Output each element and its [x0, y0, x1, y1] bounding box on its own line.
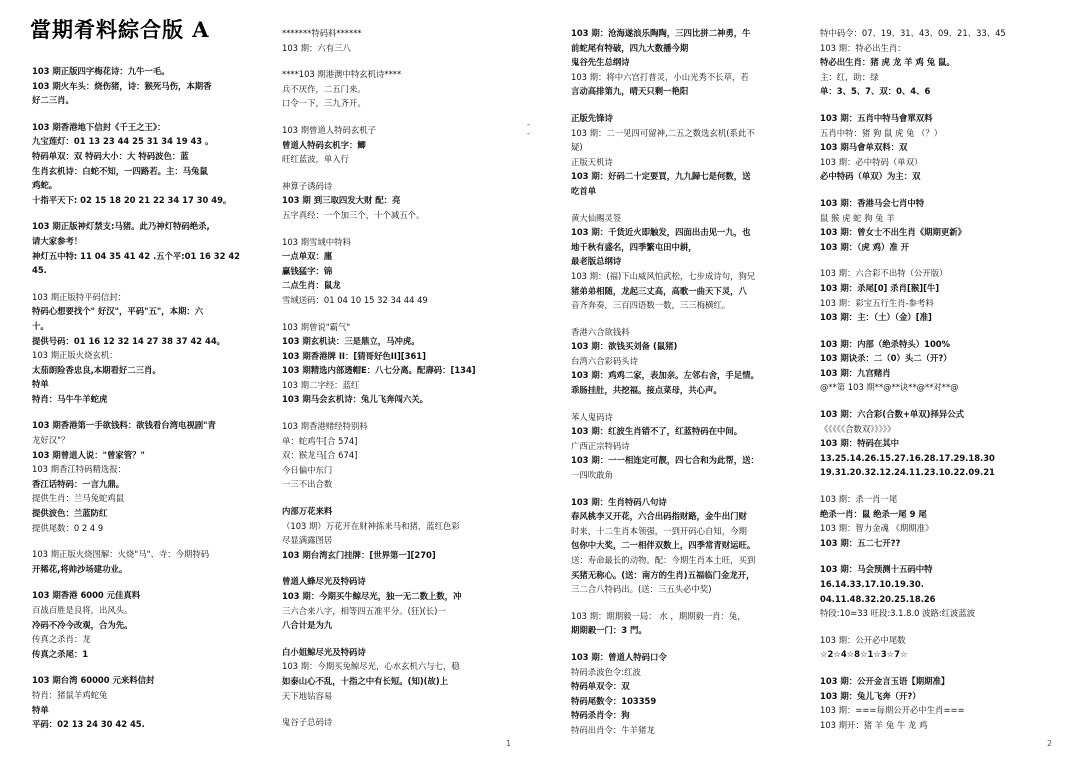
text-line: 103 期：鸡鸡二家，表加亲。左邻右舍，手足情。: [571, 370, 759, 381]
text-line: 苯人鬼码诗: [571, 411, 613, 422]
text-line: 九宝莲灯：01 13 23 44 25 31 34 19 43 。: [32, 136, 214, 147]
text-line: 103 期玄机诀：三是鼎立，马冲虎。: [282, 336, 420, 347]
article-block: [571, 325, 811, 398]
text-line: 八合计是为九: [282, 620, 333, 631]
text-line: 103 期：六合彩不出特（公开版）: [820, 268, 948, 279]
text-line: 103 期香港第一手欲钱料：欲钱看台湾电视剧"青: [32, 420, 216, 431]
text-line: 双：猴龙马[合 674]: [282, 450, 358, 461]
text-line: 曾道人蜂尽光及特码诗: [282, 576, 366, 587]
page-title: 當期肴料綜合版 A: [30, 17, 210, 42]
text-line: 103 期：今期买兔鲸尽光，心水玄机六与七，稳: [282, 661, 460, 672]
text-line: 103 期：二一见四可留神,二五之数选玄机(系此不: [571, 127, 755, 138]
text-line: 103 期曾道人说："曾家管？": [32, 449, 145, 460]
text-line: 103 期曾道人特码玄机子: [282, 124, 377, 135]
text-line: 口令一下，三九齐开。: [282, 98, 366, 109]
text-line: 兵不厌作，二五门来。: [282, 83, 366, 94]
text-line: 103 期：一一相连定可靓，四七合和为此帮，送：: [571, 455, 759, 466]
divider-mark: - -: [527, 120, 530, 138]
text-line: 五字真经：一个加三个，十个减五个。: [282, 209, 425, 220]
text-line: 一四吹敢角: [571, 470, 613, 481]
article-block: [282, 179, 518, 223]
text-line: 太茄朗险香忠良,本期看好二三肖。: [32, 364, 161, 375]
article-block: [282, 574, 518, 632]
text-line: 前蛇尾有特破，四九大数播今期: [571, 42, 689, 53]
article-block: [282, 235, 518, 308]
article-block: [32, 219, 264, 277]
text-line: 龙好汉"？: [32, 435, 70, 446]
text-line: 103 期：红波生肖错不了，红蓝特码在中间。: [571, 426, 743, 437]
text-line: 内部万花来料: [282, 506, 333, 517]
text-line: 鬼谷先生总纲诗: [571, 57, 630, 68]
text-line: 04.11.48.32.20.25.18.26: [820, 593, 936, 604]
article-block: [820, 633, 1055, 662]
text-line: 103 期曾说"霸气": [282, 321, 351, 332]
article-block: [32, 120, 264, 208]
text-line: 单：3、5、7、双：0、4、6: [820, 86, 931, 97]
text-line: 103 期精选内部透帽E：八七分离。配壽码：[134]: [282, 365, 476, 376]
article-block: [820, 562, 1055, 620]
text-line: 绝杀一肖：鼠 绝杀一尾 9 尾: [820, 508, 927, 519]
text-line: 103 期：智力金魂 《期期准》: [820, 523, 934, 534]
text-line: 103 期：内部（绝杀特头）100%: [820, 338, 951, 349]
article-block: [571, 495, 811, 597]
text-line: 103 期：(福)下山威风怕武松，七步成诗句，狗兄: [571, 270, 756, 281]
article-block: [571, 211, 811, 313]
text-line: 冷码不冷今改观，合为先。: [32, 619, 133, 630]
text-line: 103 期：香港马会七肖中特: [820, 197, 925, 208]
text-line: 好二三肖。: [32, 95, 74, 106]
text-line: 白小姐鲸尽光及特码诗: [282, 646, 366, 657]
article-block: [32, 290, 264, 407]
text-line: 传真之杀肖：龙: [32, 634, 91, 645]
text-line: 提供波色：兰蓝防红: [32, 508, 108, 519]
text-line: 103 期雪域中特料: [282, 236, 351, 247]
text-line: 三二合八特码出。(送：三五头必中奖): [571, 584, 712, 595]
text-line: 鼠 猴 虎 蛇 狗 兔 羊: [820, 212, 895, 223]
text-line: 103 期：特码在其中: [820, 438, 900, 449]
article-block: [32, 418, 264, 535]
text-line: 103 期香港牌 II：[猜哥好色II][361]: [282, 350, 426, 361]
text-line: 103 期：将中六宫打普灵，小山光秀不长草，若: [571, 71, 749, 82]
column-2: [282, 26, 518, 742]
text-line: 103 期：杀一肖一尾: [820, 494, 898, 505]
text-line: *******特码料******: [282, 28, 362, 38]
text-line: 103 期诀杀：二（0）头二（开?）: [820, 353, 952, 364]
text-line: 特必出生肖：猪 虎 龙 羊 鸡 兔 鼠。: [820, 57, 955, 68]
text-line: 特肖：猪鼠羊鸡蛇兔: [32, 689, 108, 700]
text-line: 103 期马會单双料：双: [820, 142, 908, 153]
text-line: 买猪无称心。(送：南方的生肖)五福临门金龙开，: [571, 569, 755, 580]
text-line: 特码单双：双 特码大小：大 特码波色：蓝: [32, 150, 189, 161]
text-line: 旺红蓝波，单入行: [282, 154, 349, 165]
text-line: @**第 103 期**@**诀**@**对**@: [820, 382, 959, 393]
text-line: 送：寿命最长的动物。配：今期生肖本土旺，买到: [571, 555, 756, 565]
text-line: 特码单双令：双: [571, 681, 630, 692]
article-block: [820, 196, 1055, 254]
column-4: [820, 26, 1055, 744]
text-line: 传真之杀尾：1: [32, 648, 89, 659]
text-line: 103 期香港赌经特别料: [282, 421, 368, 432]
text-line: 103 期：必中特码（单双）: [820, 156, 923, 167]
text-line: 103 期：期期毅一局： 水 ，期期毅一肖：兔，: [571, 610, 746, 621]
text-line: 103 期正版神灯禁支:马猪。此乃神灯特码绝杀,: [32, 221, 210, 232]
text-line: 103 期台湾玄门挂牌：[世界第一][270]: [282, 549, 436, 560]
text-line: 特码杀肖令：狗: [571, 710, 630, 721]
text-line: 鸡蛇。: [32, 180, 58, 191]
text-line: 103 期香港 6000 元佳真料: [32, 590, 141, 601]
text-line: 广西正宗特码诗: [571, 440, 630, 451]
text-line: 天下地钻容易: [282, 690, 333, 701]
text-line: 《《《《《合数双》》》》》: [820, 423, 896, 434]
column-1: [32, 26, 264, 744]
right-page: [545, 0, 1080, 762]
article-block: [820, 111, 1055, 184]
text-line: 特码杀波色令:红波: [571, 666, 641, 677]
text-line: 103 期：六有三八: [282, 42, 351, 53]
text-line: 103 期：主：（土）（金）[准]: [820, 312, 932, 323]
text-line: 单：蛇鸡牛[合 574]: [282, 435, 358, 446]
text-line: 103 期正版火烧玄机：: [32, 350, 118, 361]
page-number: 1: [506, 739, 512, 748]
article-block: [282, 715, 518, 730]
text-line: 台湾六合彩码头诗: [571, 355, 638, 366]
article-block: [282, 645, 518, 703]
text-line: 言动高排第九，晴天只剩一艳阳: [571, 86, 689, 97]
text-line: 今日偏中东门: [282, 464, 333, 475]
text-line: 103 期 到三取四发大财 配：亮: [282, 195, 401, 206]
article-block: [282, 419, 518, 492]
article-block: [282, 26, 518, 55]
text-line: 103 期香江特码精选报：: [32, 464, 127, 475]
article-block: [32, 64, 264, 108]
article-block: [32, 673, 264, 731]
text-line: 103 期：今期买牛鲸尽光，独一无二数上数，冲: [282, 591, 462, 601]
page-number: 2: [1047, 739, 1053, 748]
text-line: 103 期台湾 60000 元来料信封: [32, 675, 155, 686]
text-line: 开稀花,将帅沙场建功业。: [32, 563, 128, 574]
article-block: [32, 588, 264, 661]
text-line: 提供号码：01 16 12 32 14 27 38 37 42 44。: [32, 335, 226, 346]
text-line: 103 期：千货近火即触发，四面出击见一九，也: [571, 227, 751, 238]
text-line: 三六合来八字，相等四五准平分。(狂)(长)一: [282, 605, 446, 616]
text-line: 103 期：===每期公开必中生肖===: [820, 705, 965, 716]
text-line: 乖肠挂肚，共挖福。接点菜母，共心声。: [571, 385, 722, 396]
text-line: 请大家参考！: [32, 235, 83, 246]
text-line: 雪域送码：01 04 10 15 32 34 44 49: [282, 294, 428, 305]
text-line: 103 期：五二七开??: [820, 537, 901, 548]
article-block: [282, 123, 518, 167]
text-line: 103 期正版火烧图解：火烧"马"、寺：今期特码: [32, 549, 210, 560]
text-line: 十指平天下: 02 15 18 20 21 22 34 17 30 49。: [32, 194, 232, 205]
text-line: 最老版总纲诗: [571, 256, 622, 267]
text-line: 包你中大奖，二一相伴双数上，四季常青财运旺。: [571, 540, 756, 551]
text-line: 疑): [571, 142, 583, 153]
text-line: 特肖：马牛牛羊蛇虎: [32, 393, 108, 404]
text-line: 103 期正版特平码信封：: [32, 291, 127, 302]
text-line: 一三不出合数: [282, 479, 333, 490]
article-block: [571, 26, 811, 99]
article-block: [820, 407, 1055, 480]
text-line: 103 期马会玄机诗：兔儿飞奔闯六关。: [282, 394, 429, 405]
article-block: [820, 492, 1055, 550]
text-line: ****103 期港澳中特玄机诗****: [282, 69, 402, 80]
article-block: [282, 504, 518, 562]
text-line: 103 期香港地下信封《千王之王》：: [32, 121, 166, 132]
article-block: [820, 266, 1055, 324]
text-line: 103 期：欲钱买刘备 (鼠猪): [571, 341, 678, 352]
text-line: 特单: [32, 379, 49, 390]
text-line: 生肖玄机诗：白蛇不知，一四路若。主：马兔鼠: [32, 165, 208, 176]
text-line: ☆2☆4☆8☆1☆3☆7☆: [820, 649, 908, 660]
text-line: 春风桃李又开花，六合出码指财路，金牛出门财: [571, 511, 747, 522]
text-line: 黄大仙赐灵签: [571, 212, 622, 223]
text-line: 正版天机诗: [571, 156, 613, 167]
article-block: [571, 111, 811, 199]
text-line: 二点生肖：鼠龙: [282, 280, 341, 291]
text-line: 赢钱猛字：锦: [282, 265, 333, 276]
text-line: 103 期：生肖特码八句诗: [571, 496, 667, 507]
text-line: 103 期：九宫赌肖: [820, 367, 891, 378]
article-block: [571, 609, 811, 638]
text-line: 103 期：杀尾[0] 杀肖[猴][牛]: [820, 282, 940, 293]
text-line: 103 期：曾道人特码口令: [571, 651, 667, 662]
text-line: 鬼谷子总码诗: [282, 717, 333, 728]
text-line: 103 期：六合彩(合数+单双)择异公式: [820, 409, 964, 420]
text-line: 103 期：公开金言玉语【期期准】: [820, 675, 950, 686]
text-line: 主：红，助：绿: [820, 71, 879, 82]
text-line: 提供生肖：兰马兔蛇鸡鼠: [32, 493, 125, 504]
article-block: [820, 26, 1055, 99]
text-line: 103 期：马会预测十五码中特: [820, 564, 933, 575]
text-line: 神灯五中特: 11 04 35 41 42 .五个平:01 16 32 42: [32, 250, 241, 261]
text-line: 提供尾数：0 2 4 9: [32, 522, 104, 533]
text-line: 猪弟弟相随，龙起三丈高，高歌一曲天下灵，八: [571, 285, 747, 296]
text-line: 如泰山心不乱，十指之中有长短。(知)(故)上: [282, 675, 449, 686]
column-3: [571, 26, 811, 750]
text-line: 特段:10=33 旺段:3.1.8.0 波路:红波蓝波: [820, 608, 976, 619]
text-line: 103 期正版四字梅花诗：九牛一毛。: [32, 66, 170, 76]
text-line: 103 期：（虎 鸡）准 开: [820, 241, 910, 252]
text-line: 103 期开：猪 羊 兔 牛 龙 鸡: [820, 719, 928, 730]
text-line: 尽显满露图居: [282, 535, 333, 546]
text-line: 时来，十二生肖本领强，一到开码心自知，今期: [571, 525, 747, 536]
text-line: 特码出肖令：牛羊猪龙: [571, 724, 655, 735]
article-block: [32, 547, 264, 576]
text-line: 16.14.33.17.10.19.30.: [820, 579, 924, 589]
text-line: 103 期：沧海遂浪乐陶陶，三四比拼二神勇，牛: [571, 28, 751, 38]
text-line: 音齐奔奏，三百四语数一数，三三梅横红。: [571, 300, 731, 311]
article-block: [820, 337, 1055, 395]
text-line: 吃首单: [571, 185, 597, 196]
text-line: 正版先锋诗: [571, 112, 613, 123]
text-line: 平码：02 13 24 30 42 45.: [32, 719, 145, 730]
text-line: 103 期火车头：烧伤猪，诗：猴死马伤，本期香: [32, 80, 212, 91]
text-line: 103 期：兔儿飞奔（开?）: [820, 690, 921, 701]
text-line: 19.31.20.32.12.24.11.23.10.22.09.21: [820, 467, 995, 478]
text-line: 香江话特码：一言九鼎。: [32, 478, 125, 489]
text-line: （103 期）万花开在财神拣来马和猪，蓝红色彩: [282, 520, 460, 531]
text-line: 103 期：特必出生肖：: [820, 42, 906, 53]
article-block: [282, 67, 518, 111]
text-line: 神算子诱码诗: [282, 180, 333, 191]
text-line: 曾道人特码玄机字：鲫: [282, 139, 366, 150]
text-line: 103 期：公开必中尾数: [820, 634, 906, 645]
text-line: 13.25.14.26.15.27.16.28.17.29.18.30: [820, 452, 995, 463]
article-block: [282, 320, 518, 408]
text-line: 103 期二字经：蓝红: [282, 379, 360, 390]
article-block: [571, 650, 811, 738]
text-line: 百战百胜是良将，出风头。: [32, 605, 133, 615]
text-line: 103 期：好码二十定要買，九九歸七是何数，送: [571, 171, 751, 182]
text-line: 必中特码（单双）为主：双: [820, 171, 921, 182]
text-line: 地千秋有盛名，四季繁屯田中耕，: [571, 241, 697, 252]
text-line: 特码尾数令：103359: [571, 695, 657, 706]
text-line: 103 期：曾女士不出生肖《期期更新》: [820, 227, 967, 238]
text-line: 103 期：彩宝五行生肖-参考料: [820, 297, 934, 308]
text-line: 特码心想要找个" 好汉"，平码"五"，本期：六: [32, 306, 204, 317]
text-line: 103 期：五肖中特马會單双料: [820, 112, 933, 123]
text-line: 特单: [32, 704, 49, 715]
text-line: 45.: [32, 265, 47, 276]
article-block: [571, 410, 811, 483]
article-block: [820, 674, 1055, 732]
left-page: [0, 0, 535, 762]
text-line: 十。: [32, 320, 49, 331]
text-line: 期期毅一门：3 門。: [571, 625, 647, 636]
text-line: 五肖中特：猪 狗 鼠 虎 兔 （？）: [820, 127, 943, 138]
text-line: 特中码令：07、19、31、43、09、21、33、45: [820, 28, 1006, 38]
text-line: 香港六合欲钱料: [571, 326, 630, 337]
text-line: 一点单双：廛: [282, 251, 333, 262]
